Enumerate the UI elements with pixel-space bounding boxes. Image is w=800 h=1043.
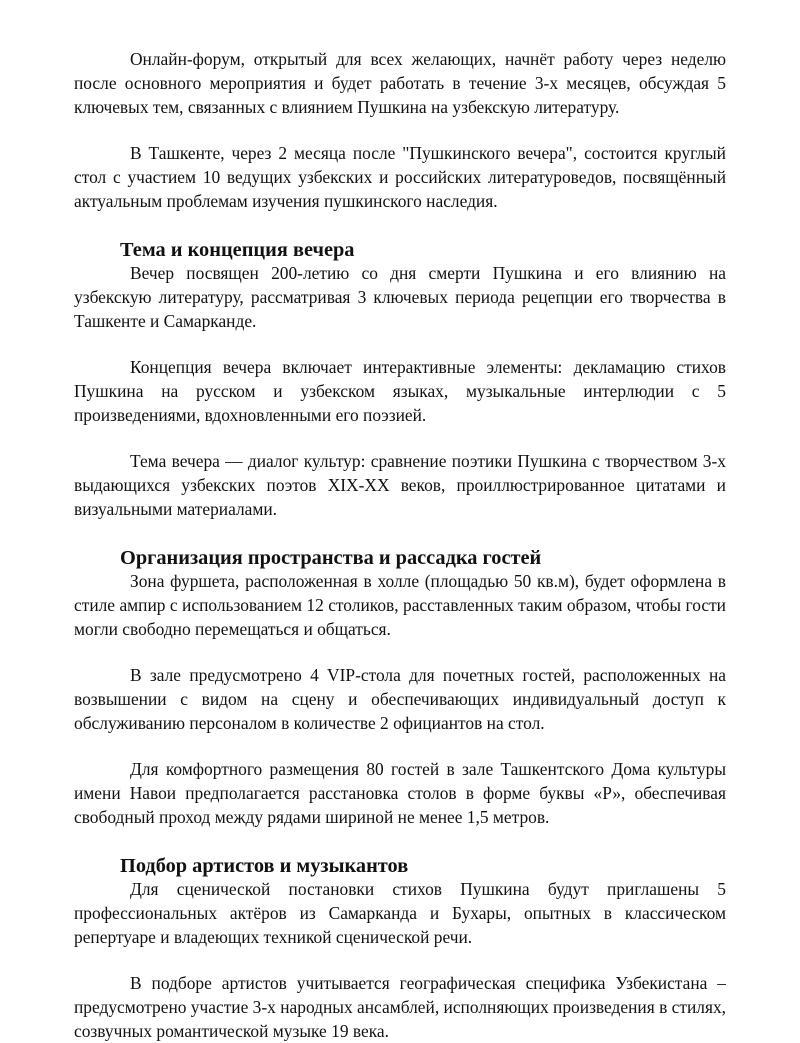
paragraph-anniversary: Вечер посвящен 200-летию со дня смерти Пушкина и его влиянию на узбекскую литературу, рассматривая 3 ключевых периода рецепции его творчества в Ташкенте и Самарканде. [74, 263, 726, 331]
paragraph-concept: Концепция вечера включает интерактивные элементы: декламацию стихов Пушкина на русском и узбекском языках, музыкальные интерлюдии с 5 произведениями, вдохновленными его поэзией. [74, 357, 726, 425]
paragraph-round-table: В Ташкенте, через 2 месяца после "Пушкинского вечера", состоится круглый стол с участием 10 ведущих узбекских и российских литературоведов, посвящённый актуальным проблемам изучения пушкинского наследия. [74, 143, 726, 211]
paragraph-dialogue: Тема вечера — диалог культур: сравнение поэтики Пушкина с творчеством 3-х выдающихся узбекских поэтов XIX-XX веков, проиллюстрированное цитатами и визуальными материалами. [74, 451, 726, 519]
heading-space-seating: Организация пространства и рассадка гостей [120, 547, 542, 569]
paragraph-ensembles: В подборе артистов учитывается географическая специфика Узбекистана – предусмотрено участие 3-х народных ансамблей, исполняющих произведения в стилях, созвучных романтической музыке 19 века. [74, 973, 726, 1041]
paragraph-actors: Для сценической постановки стихов Пушкина будут приглашены 5 профессиональных актёров из Самарканда и Бухары, опытных в классическом репертуаре и владеющих техникой сценической речи. [74, 879, 726, 947]
heading-theme-concept: Тема и концепция вечера [120, 239, 355, 261]
document-page [74, 47, 726, 1043]
paragraph-online-forum: Онлайн-форум, открытый для всех желающих, начнёт работу через неделю после основного мероприятия и будет работать в течение 3-х месяцев, обсуждая 5 ключевых тем, связанных с влиянием Пушкина на узбекскую литературу. [74, 49, 726, 117]
paragraph-buffet-zone: Зона фуршета, расположенная в холле (площадью 50 кв.м), будет оформлена в стиле ампир с использованием 12 столиков, расставленных таким образом, чтобы гости могли свободно перемещаться и общаться. [74, 571, 726, 639]
heading-artists: Подбор артистов и музыкантов [120, 855, 409, 877]
paragraph-guest-seating: Для комфортного размещения 80 гостей в зале Ташкентского Дома культуры имени Навои предполагается расстановка столов в форме буквы «Р», обеспечивая свободный проход между рядами шириной не менее 1,5 метров. [74, 759, 726, 827]
paragraph-vip-tables: В зале предусмотрено 4 VIP-стола для почетных гостей, расположенных на возвышении с видом на сцену и обеспечивающих индивидуальный доступ к обслуживанию персоналом в количестве 2 официантов на стол. [74, 665, 726, 733]
